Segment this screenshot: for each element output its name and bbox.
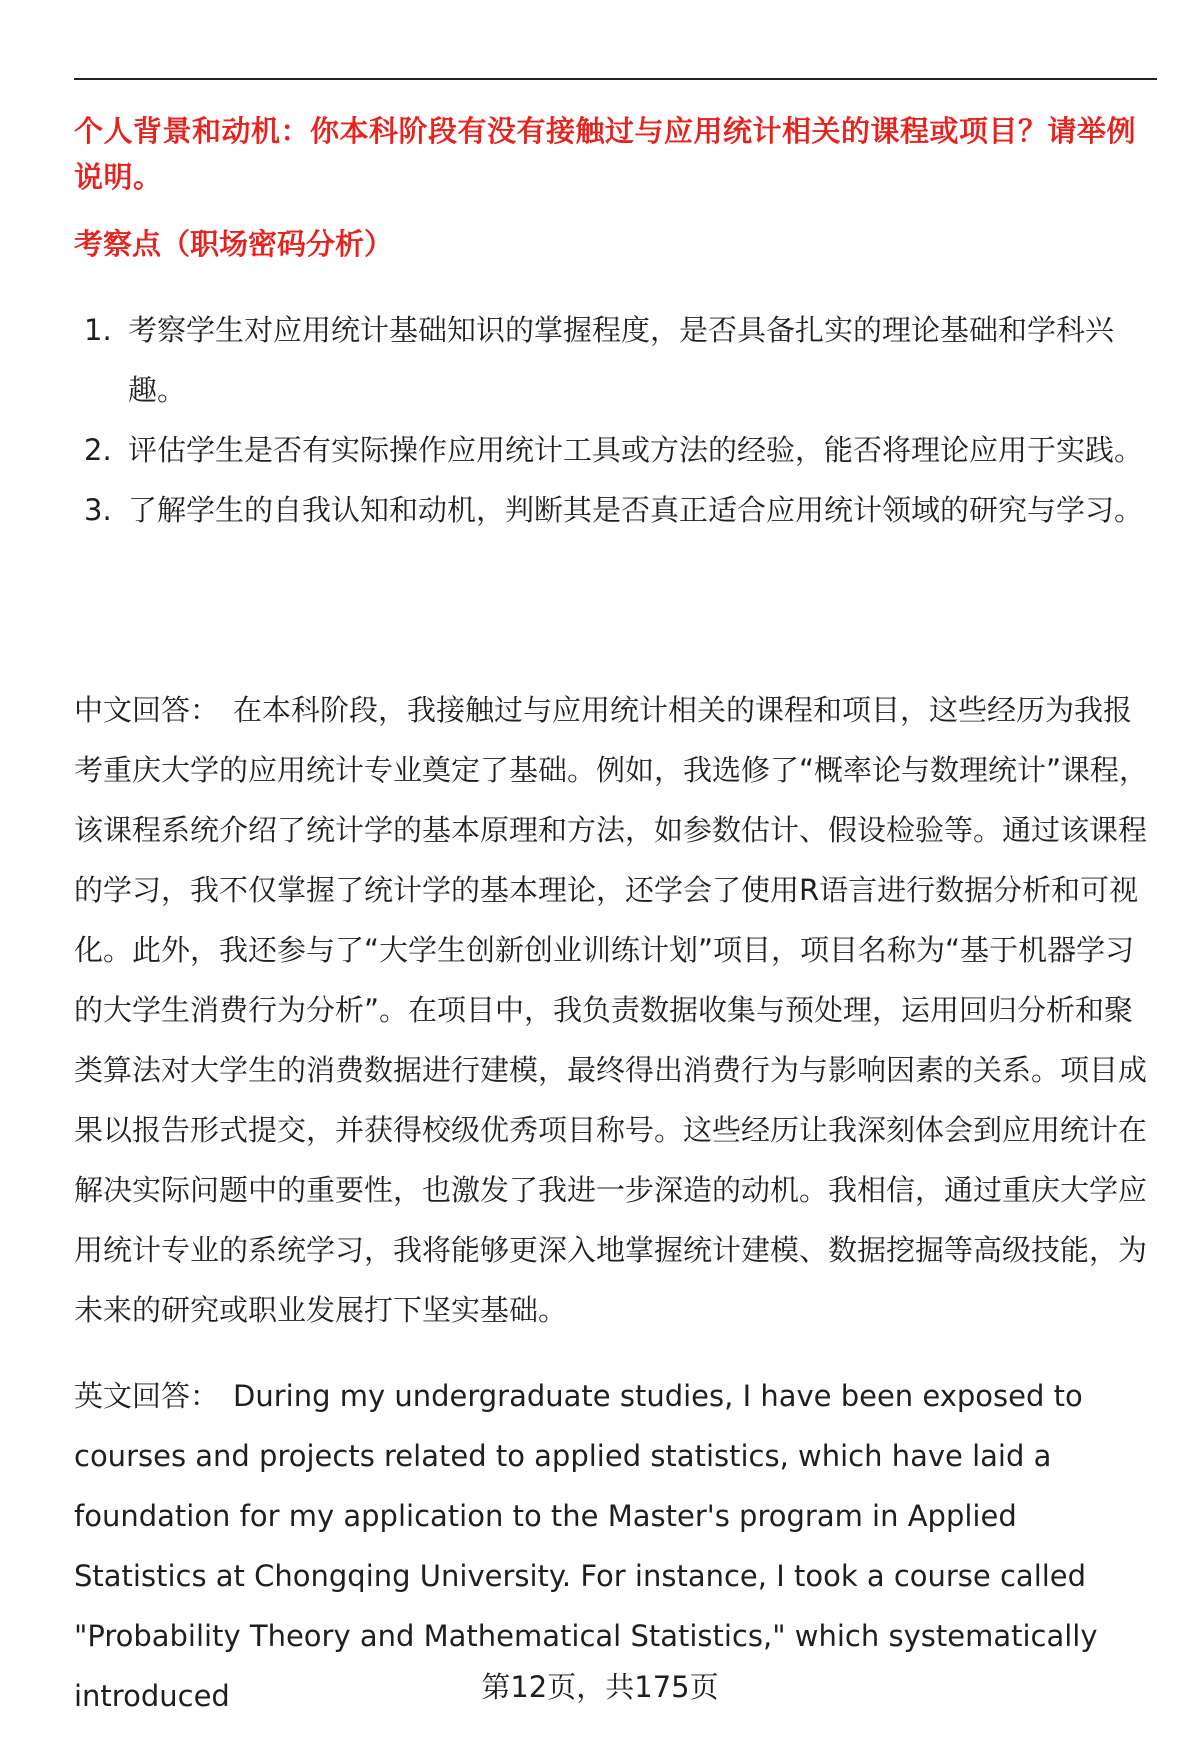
assessment-points-list	[74, 300, 1154, 540]
list-item	[74, 420, 1154, 480]
chinese-answer-text: 在本科阶段，我接触过与应用统计相关的课程和项目，这些经历为我报考重庆大学的应用统计专业奠定了基础。例如，我选修了“概率论与数理统计”课程，该课程系统介绍了统计学的基本原理和方法，如参数估计、假设检验等。通过该课程的学习，我不仅掌握了统计学的基本理论，还学会了使用R语言进行数据分析和可视化。此外，我还参与了“大学生创新创业训练计划”项目，项目名称为“基于机器学习的大学生消费行为分析”。在项目中，我负责数据收集与预处理，运用回归分析和聚类算法对大学生的消费数据进行建模，最终得出消费行为与影响因素的关系。项目成果以报告形式提交，并获得校级优秀项目称号。这些经历让我深刻体会到应用统计在解决实际问题中的重要性，也激发了我进一步深造的动机。我相信，通过重庆大学应用统计专业的系统学习，我将能够更深入地掌握统计建模、数据挖掘等高级技能，为未来的研究或职业发展打下坚实基础。	[74, 693, 1149, 1327]
list-item-number: 1.	[84, 313, 112, 347]
list-item	[74, 300, 1154, 420]
list-item	[74, 480, 1154, 540]
list-item-text: 了解学生的自我认知和动机，判断其是否真正适合应用统计领域的研究与学习。	[128, 493, 1144, 527]
page-number: 第12页，共175页	[481, 1670, 719, 1704]
list-item-text: 考察学生对应用统计基础知识的掌握程度，是否具备扎实的理论基础和学科兴趣。	[128, 313, 1115, 407]
chinese-answer-label: 中文回答：	[74, 693, 220, 727]
chinese-answer-paragraph	[74, 680, 1154, 1340]
list-item-number: 2.	[84, 433, 112, 467]
assessment-points-heading: 考察点（职场密码分析）	[74, 227, 394, 261]
list-item-number: 3.	[84, 493, 112, 527]
list-item-text: 评估学生是否有实际操作应用统计工具或方法的经验，能否将理论应用于实践。	[128, 433, 1144, 467]
english-answer-label: 英文回答：	[74, 1379, 220, 1413]
question-heading: 个人背景和动机：你本科阶段有没有接触过与应用统计相关的课程或项目？请举例说明。	[74, 114, 1137, 194]
header-divider	[74, 78, 1157, 80]
english-answer-text: During my undergraduate studies, I have been exposed to courses and projects related to applied statistics, which have laid a foundation for my application to the Master's program in Applied Statistics at Chongqing University. For instance, I took a course called "Probability Theory and Mathematical Statistics," which systematically introduced	[74, 1379, 1098, 1713]
